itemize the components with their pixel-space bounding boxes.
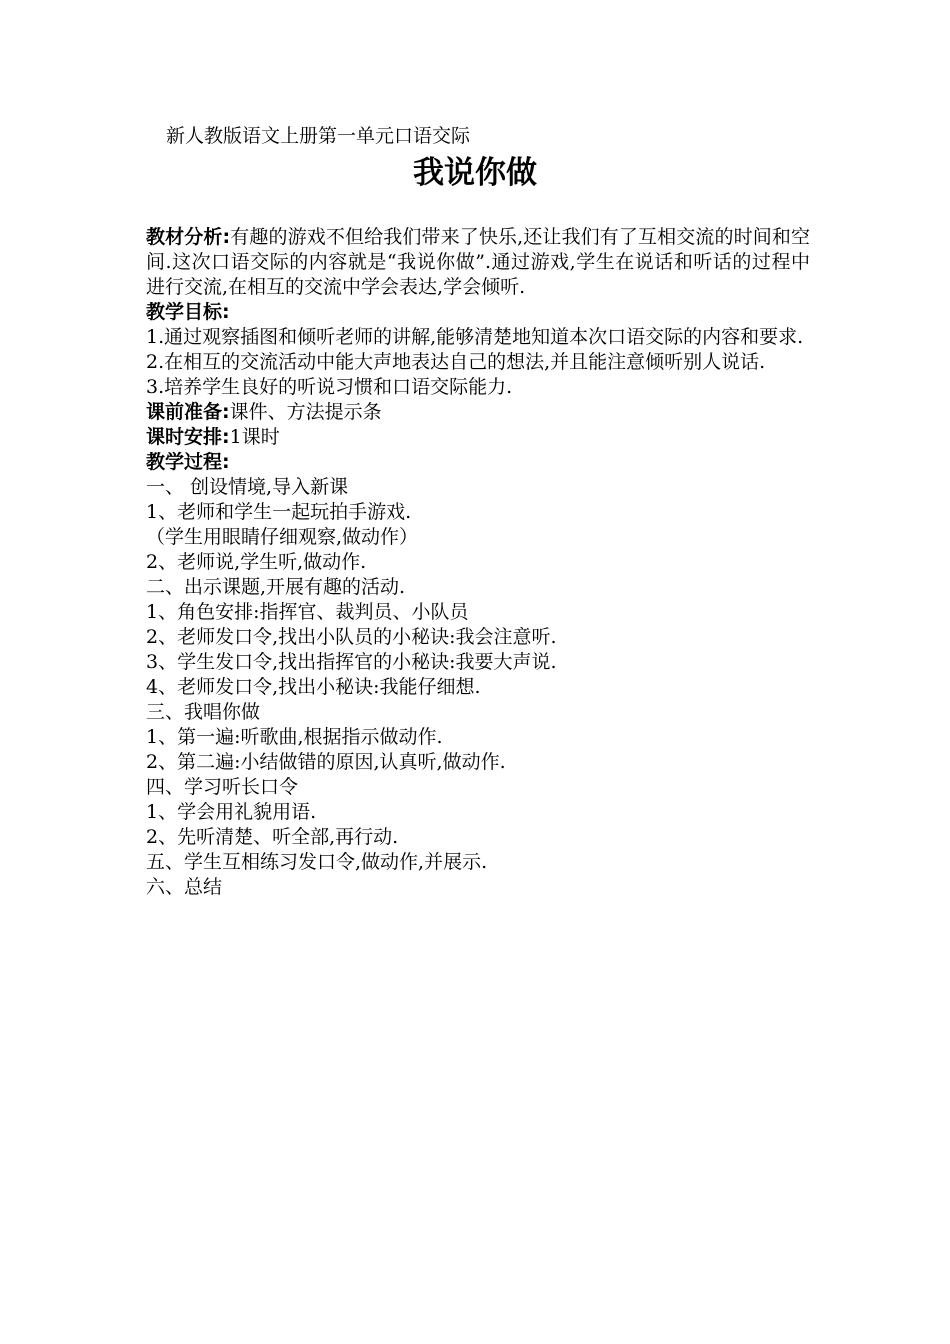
prep-paragraph [146,400,810,425]
document-title: 我说你做 [413,155,537,191]
process-line: 一、 创设情境,导入新课 [146,476,349,498]
goals-heading [146,300,810,325]
process-line: 2、老师发口令,找出小队员的小秘诀:我会注意听. [146,626,557,648]
process-line: 2、老师说,学生听,做动作. [146,551,367,573]
process-heading [146,450,810,475]
process-line: 六、总结 [146,876,223,898]
process-line: 2、先听清楚、听全部,再行动. [146,826,399,848]
process-line: 1、老师和学生一起玩拍手游戏. [146,501,412,523]
process-line: 1、角色安排:指挥官、裁判员、小队员 [146,601,469,623]
schedule-text: 1课时 [229,426,280,448]
analysis-paragraph [146,225,810,300]
process-line: 2、第二遍:小结做错的原因,认真听,做动作. [146,751,506,773]
process-line: 4、老师发口令,找出小秘诀:我能仔细想. [146,676,481,698]
goal-item: 3.培养学生良好的听说习惯和口语交际能力. [146,376,513,398]
process-line: 四、学习听长口令 [146,776,299,798]
process-line: 二、出示课题,开展有趣的活动. [146,576,406,598]
analysis-label: 教材分析: [146,226,231,248]
process-line: 五、学生互相练习发口令,做动作,并展示. [146,851,488,873]
process-line: （学生用眼睛仔细观察,做动作） [146,526,419,548]
process-line: 三、我唱你做 [146,701,261,723]
process-line: 1、学会用礼貌用语. [146,801,317,823]
document-body [146,225,810,900]
process-line: 1、第一遍:听歌曲,根据指示做动作. [146,726,443,748]
goals-label: 教学目标: [146,301,230,323]
goal-item: 2.在相互的交流活动中能大声地表达自己的想法,并且能注意倾听别人说话. [146,351,766,373]
analysis-text: 有趣的游戏不但给我们带来了快乐,还让我们有了互相交流的时间和空间.这次口语交际的内容就是“我说你做”.通过游戏,学生在说话和听话的过程中进行交流,在相互的交流中学会表达,学会倾听. [146,226,810,298]
process-label: 教学过程: [146,451,230,473]
schedule-label: 课时安排: [146,426,230,448]
schedule-paragraph [146,425,810,450]
goal-item: 1.通过观察插图和倾听老师的讲解,能够清楚地知道本次口语交际的内容和要求. [146,326,804,348]
process-line: 3、学生发口令,找出指挥官的小秘诀:我要大声说. [146,651,557,673]
prep-text: 课件、方法提示条 [229,401,382,423]
document-subtitle: 新人教版语文上册第一单元口语交际 [166,125,471,147]
prep-label: 课前准备: [146,401,230,423]
